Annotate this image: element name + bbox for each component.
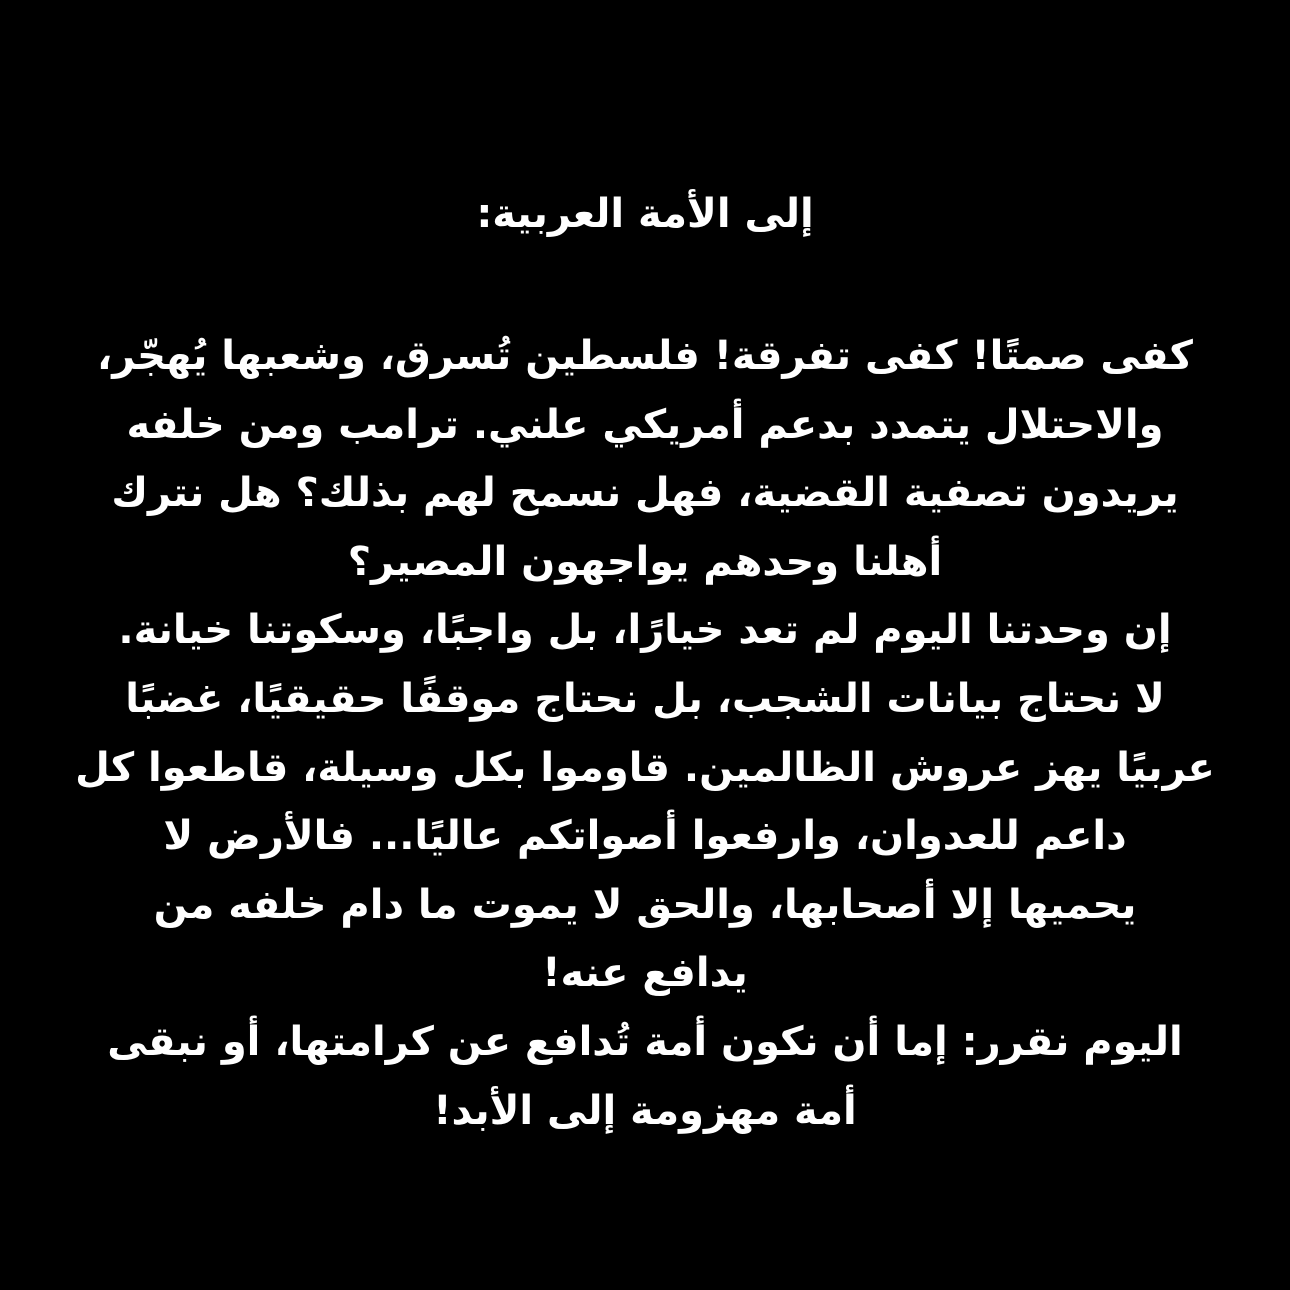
body-line-2: والاحتلال يتمدد بدعم أمريكي علني. ترامب ومن خلفه: [126, 401, 1164, 448]
letter-body: [40, 322, 1250, 1145]
body-line-1: كفى صمتًا! كفى تفرقة! فلسطين تُسرق، وشعبها يُهجّر،: [97, 333, 1193, 379]
body-line-3: يريدون تصفية القضية، فهل نسمح لهم بذلك؟ هل نترك: [111, 470, 1179, 517]
body-line-9: يحميها إلا أصحابها، والحق لا يموت ما دام خلفه من: [153, 881, 1137, 928]
letter-title: إلى الأمة العربية:: [476, 191, 814, 237]
body-line-4: أهلنا وحدهم يواجهون المصير؟: [347, 538, 943, 585]
body-line-11: اليوم نقرر: إما أن نكون أمة تُدافع عن كرامتها، أو نبقى: [107, 1018, 1183, 1065]
body-line-5: إن وحدتنا اليوم لم تعد خيارًا، بل واجبًا، وسكوتنا خيانة.: [118, 607, 1172, 654]
body-line-7: عربيًا يهز عروش الظالمين. قاوموا بكل وسيلة، قاطعوا كل: [75, 744, 1215, 791]
body-line-10: يدافع عنه!: [542, 950, 748, 997]
body-line-8: داعم للعدوان، وارفعوا أصواتكم عاليًا... فالأرض لا: [163, 813, 1127, 860]
body-line-6: لا نحتاج بيانات الشجب، بل نحتاج موقفًا حقيقيًا، غضبًا: [125, 675, 1165, 722]
body-line-12: أمة مهزومة إلى الأبد!: [433, 1087, 857, 1134]
